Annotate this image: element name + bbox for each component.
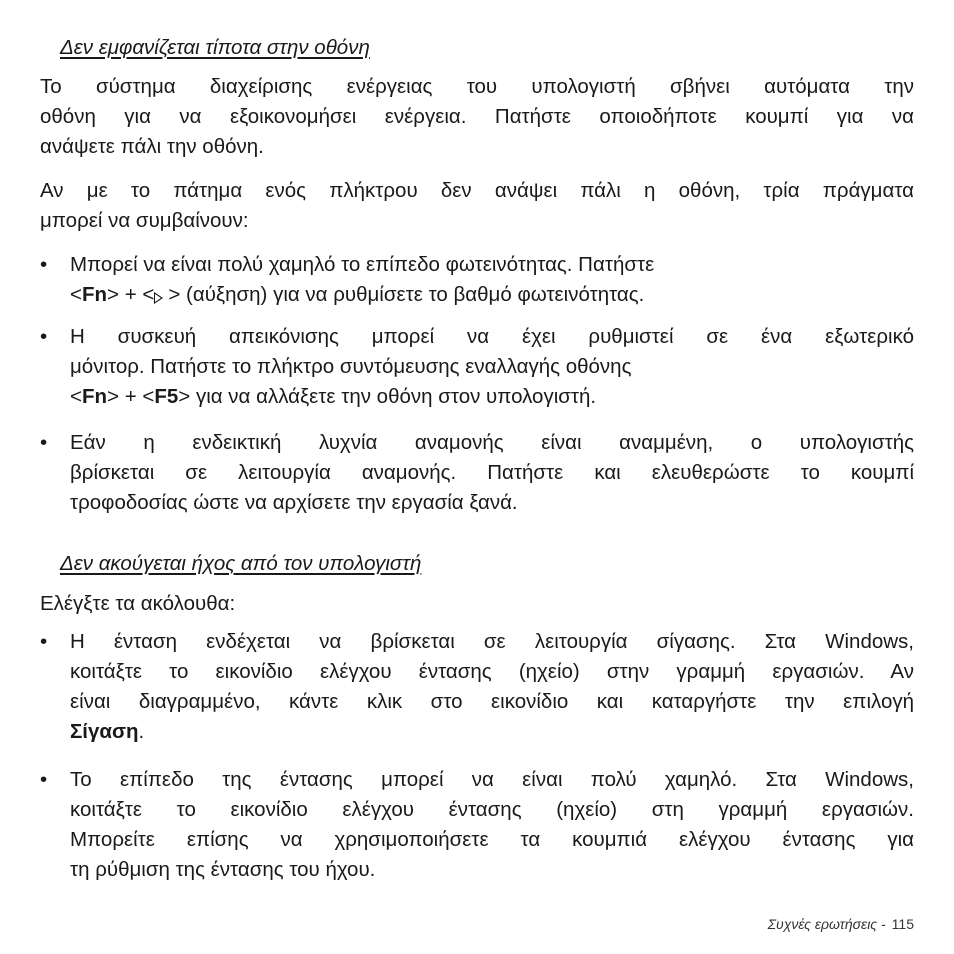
list-item-low-volume	[40, 765, 914, 885]
text-line: Ελέγξτε τα ακόλουθα:	[40, 592, 236, 615]
text-line: κοιτάξτε το εικονίδιο ελέγχου έντασης (ηχείο) στη γραμμή εργασιών.	[70, 798, 914, 821]
text-line: Μπορείτε επίσης να χρησιμοποιήσετε τα κουμπιά ελέγχου έντασης για	[70, 828, 914, 851]
text-line: μπορεί να συμβαίνουν:	[40, 209, 249, 232]
bullet-dot: •	[40, 325, 48, 348]
list-item-brightness	[40, 250, 914, 310]
paragraph-three-causes	[40, 176, 914, 236]
text-line: Η συσκευή απεικόνισης μπορεί να έχει ρυθμιστεί σε ένα εξωτερικό	[70, 325, 914, 348]
bold-term-mute: Σίγαση	[70, 720, 139, 743]
list-item-external-monitor	[40, 322, 914, 412]
text-line: Η ένταση ενδέχεται να βρίσκεται σε λειτουργία σίγασης. Στα Windows,	[70, 630, 914, 653]
bullet-dot: •	[40, 431, 48, 454]
paragraph-power-management	[40, 72, 914, 162]
text-line: Το επίπεδο της έντασης μπορεί να είναι πολύ χαμηλό. Στα Windows,	[70, 768, 914, 791]
key-f5: F5	[154, 385, 179, 408]
list-item-standby	[40, 428, 914, 518]
text-line: τροφοδοσίας ώστε να αρχίσετε την εργασία ξανά.	[70, 491, 518, 514]
section-heading-no-display: Δεν εμφανίζεται τίποτα στην οθόνη	[60, 36, 370, 59]
bullet-dot: •	[40, 253, 48, 276]
text-line: Εάν η ενδεικτική λυχνία αναμονής είναι αναμμένη, ο υπολογιστής	[70, 431, 914, 454]
text-line: κοιτάξτε το εικονίδιο ελέγχου έντασης (ηχείο) στην γραμμή εργασιών. Αν	[70, 660, 914, 683]
text-line: <Fn> + < > (αύξηση) για να ρυθμίσετε το βαθμό φωτεινότητας.	[70, 283, 645, 306]
key-fn: Fn	[81, 283, 108, 306]
list-item-mute	[40, 627, 914, 747]
triangle-right-icon	[154, 292, 163, 304]
bullet-dot: •	[40, 768, 48, 791]
paragraph-check-following	[40, 589, 914, 619]
footer-label: Συχνές ερωτήσεις -	[767, 916, 886, 932]
text-line: ανάψετε πάλι την οθόνη.	[40, 135, 264, 158]
text-line: βρίσκεται σε λειτουργία αναμονής. Πατήστε και ελευθερώστε το κουμπί	[70, 461, 914, 484]
text-line: Μπορεί να είναι πολύ χαμηλό το επίπεδο φωτεινότητας. Πατήστε	[70, 253, 655, 276]
text-line: Το σύστημα διαχείρισης ενέργειας του υπολογιστή σβήνει αυτόματα την	[40, 75, 914, 98]
section-heading-no-sound: Δεν ακούγεται ήχος από τον υπολογιστή	[60, 552, 422, 575]
text-line: μόνιτορ. Πατήστε το πλήκτρο συντόμευσης εναλλαγής οθόνης	[70, 355, 632, 378]
text-line: τη ρύθμιση της έντασης του ήχου.	[70, 858, 376, 881]
text-line: Σίγαση.	[70, 720, 145, 743]
text-line: είναι διαγραμμένο, κάντε κλικ στο εικονίδιο και καταργήστε την επιλογή	[70, 690, 914, 713]
text-line: Αν με το πάτημα ενός πλήκτρου δεν ανάψει πάλι η οθόνη, τρία πράγματα	[40, 179, 914, 202]
page-number: 115	[891, 916, 914, 932]
text-line: <Fn> + <F5> για να αλλάξετε την οθόνη στον υπολογιστή.	[70, 385, 597, 408]
key-fn: Fn	[81, 385, 108, 408]
page-footer	[768, 916, 914, 932]
text-line: οθόνη για να εξοικονομήσει ενέργεια. Πατήστε οποιοδήποτε κουμπί για να	[40, 105, 914, 128]
bullet-dot: •	[40, 630, 48, 653]
